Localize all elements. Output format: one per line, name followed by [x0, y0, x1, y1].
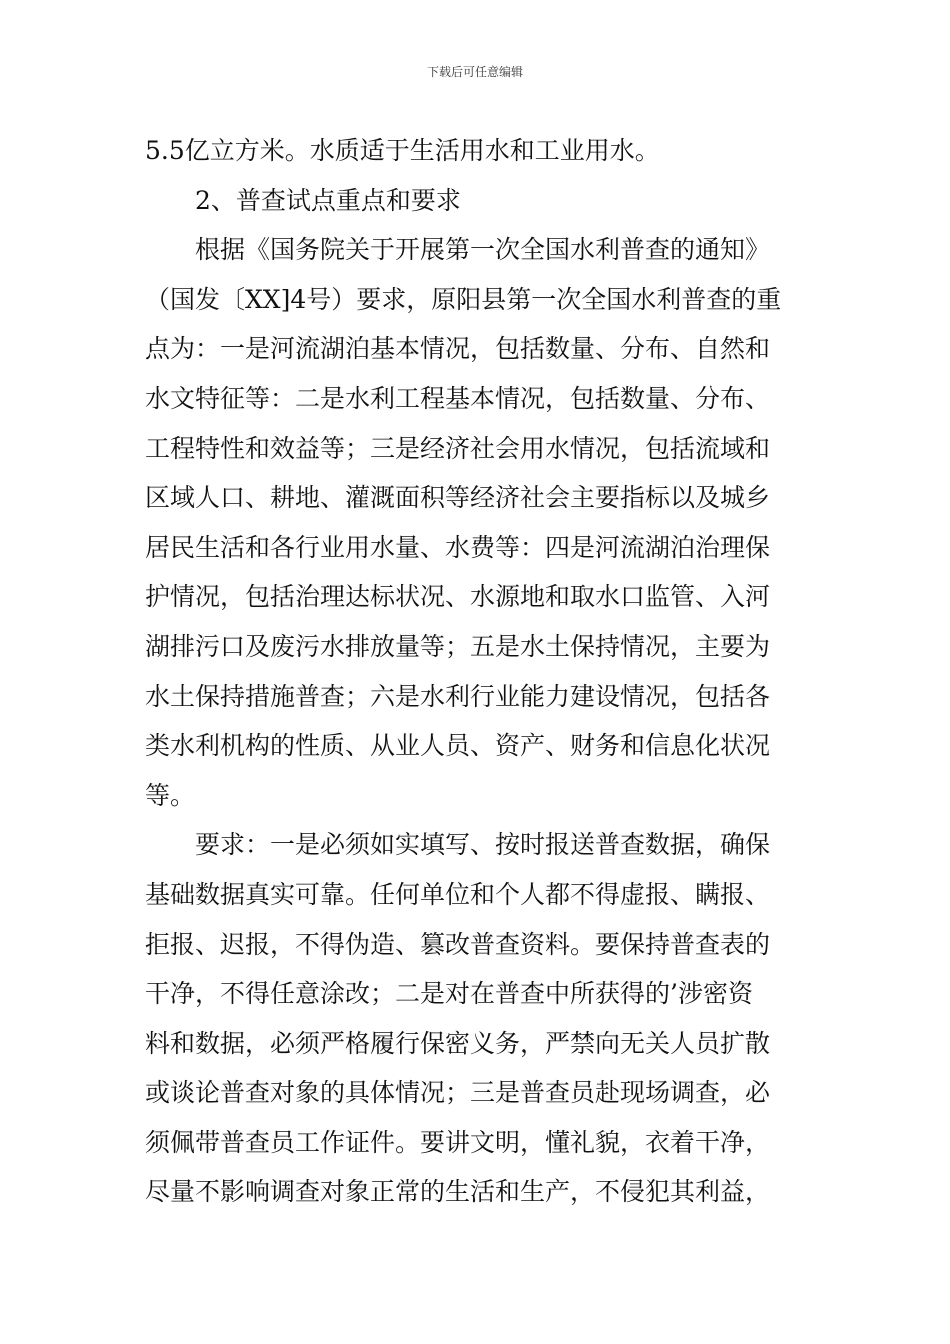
text-line: 等。 — [145, 780, 196, 810]
text-line: 水土保持措施普查；六是水利行业能力建设情况，包括各 — [145, 681, 771, 711]
text-line: 护情况，包括治理达标状况、水源地和取水口监管、入河 — [145, 582, 771, 612]
page-header: 下载后可任意编辑 — [426, 65, 523, 79]
section-heading: 2、普查试点重点和要求 — [195, 185, 461, 215]
paragraph-first-line: 要求：一是必须如实填写、按时报送普查数据，确保 — [195, 830, 771, 860]
text-line: 拒报、迟报，不得伪造、篡改普查资料。要保持普查表的 — [145, 929, 771, 959]
document-body — [145, 126, 807, 1217]
text-line: 水文特征等：二是水利工程基本情况，包括数量、分布、 — [145, 383, 771, 413]
text-line: 类水利机构的性质、从业人员、资产、财务和信息化状况 — [145, 731, 771, 761]
text-line: 5.5亿立方米。水质适于生活用水和工业用水。 — [145, 136, 660, 165]
text-line: 基础数据真实可靠。任何单位和个人都不得虚报、瞒报、 — [145, 879, 771, 909]
text-line: 尽量不影响调查对象正常的生活和生产，不侵犯其利益， — [145, 1177, 771, 1207]
text-line: 居民生活和各行业用水量、水费等：四是河流湖泊治理保 — [145, 532, 771, 562]
text-line: 须佩带普查员工作证件。要讲文明，懂礼貌，衣着干净， — [145, 1127, 771, 1157]
text-line: 点为：一是河流湖泊基本情况，包括数量、分布、自然和 — [145, 334, 771, 364]
text-line: 料和数据，必须严格履行保密义务，严禁向无关人员扩散 — [145, 1028, 771, 1058]
text-line: 或谈论普查对象的具体情况；三是普查员赴现场调查，必 — [145, 1078, 771, 1108]
text-line: 工程特性和效益等；三是经济社会用水情况，包括流域和 — [145, 433, 771, 463]
text-line: （国发〔XX]4号）要求，原阳县第一次全国水利普查的重 — [145, 284, 782, 314]
text-line: 湖排污口及废污水排放量等；五是水土保持情况，主要为 — [145, 631, 771, 661]
text-line: 干净，不得任意涂改；二是对在普查中所获得的’涉密资 — [145, 979, 753, 1009]
paragraph-first-line: 根据《国务院关于开展第一次全国水利普查的通知》 — [195, 235, 771, 265]
text-line: 区域人口、耕地、灌溉面积等经济社会主要指标以及城乡 — [145, 483, 771, 513]
